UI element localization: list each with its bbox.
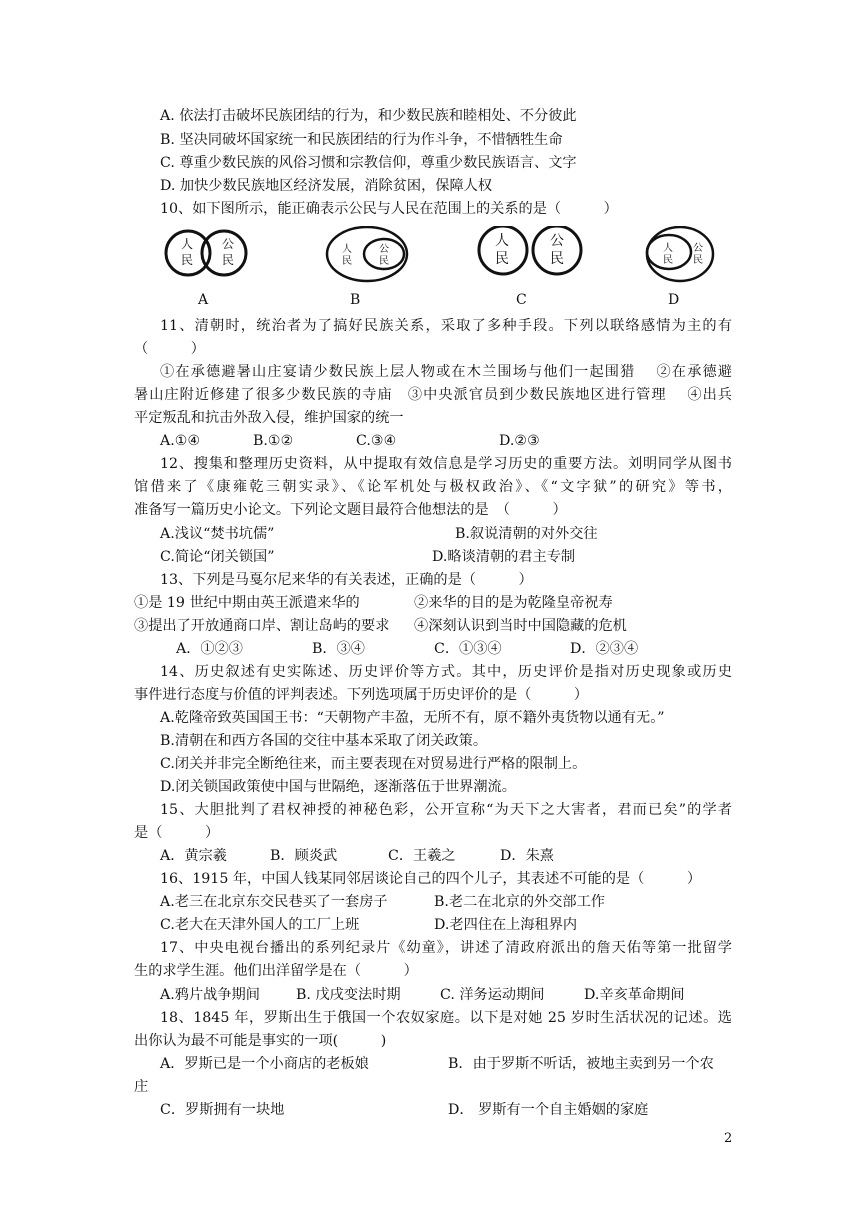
q11-option-a: A.①④ [160,433,201,449]
d-ren-top: 人 [663,243,673,254]
q12-line1: 12、搜集和整理历史资料，从中提取有效信息是学习历史的重要方法。刘明同学从图书 [160,456,732,472]
q11-line5: 平定叛乱和抗击外敌入侵，维护国家的统一 [134,410,404,426]
q12-line3: 准备写一篇历史小论文。下列论文题目最符合他想法的是 （ ） [134,502,567,518]
q13-stem: 13、下列是马戛尔尼来华的有关表述，正确的是（ ） [160,572,533,588]
q10-stem: 10、如下图所示，能正确表示公民与人民在范围上的关系的是（ ） [160,201,618,217]
d-gong-top: 公 [693,243,703,254]
q13-option-b: B．③④ [312,641,365,657]
q15-option-c: C．王羲之 [388,848,456,864]
q9-option-b: B. 坚决同破坏国家统一和民族团结的行为作斗争，不惜牺牲生命 [160,132,563,148]
q12-option-b: B.叙说清朝的对外交往 [455,526,598,542]
b-gong-bottom: 民 [379,256,389,267]
c-gong-bottom: 民 [550,251,564,267]
c-ren-top: 人 [495,233,509,249]
d-ren-bottom: 民 [663,255,673,266]
q18-line2: 出你认为最不可能是事实的一项( ) [134,1033,387,1049]
q12-option-c: C.简论“闭关锁国” [160,549,275,565]
diagram-label-d: D [668,292,680,308]
diagram-label-a: A [198,292,209,308]
a-ren-top: 人 [181,237,194,251]
diagram-label-b: B [350,292,361,308]
q15-option-d: D．朱熹 [500,848,554,864]
q11-line2: （ ） [134,341,205,357]
q15-line1: 15、大胆批判了君权神授的神秘色彩，公开宣称“为天下之大害者，君而已矣”的学者 [160,802,732,818]
diagram-d-nested [647,227,713,281]
q15-option-b: B．顾炎武 [270,848,338,864]
a-ren-bottom: 民 [181,253,194,267]
b-gong-top: 公 [379,244,389,255]
q17-line1: 17、中央电视台播出的系列纪录片《幼童》，讲述了清政府派出的詹天佑等第一批留学 [160,940,732,956]
q12-line2: 馆借来了《康雍乾三朝实录》、《论军机处与极权政治》、《“文字狱”的研究》等书， [134,479,732,495]
page-number: 2 [724,1131,733,1146]
q16-stem: 16、1915 年，中国人钱某同邻居谈论自己的四个儿子，其表述不可能的是（ ） [160,871,702,887]
q9-option-a: A. 依法打击破坏民族团结的行为，和少数民族和睦相处、不分彼此 [160,108,577,124]
q14-option-c: C.闭关并非完全断绝往来，而主要表现在对贸易进行严格的限制上。 [160,756,587,772]
q18-option-c: C．罗斯拥有一块地 [160,1102,285,1118]
diagram-label-c: C [516,292,527,308]
q14-line1: 14、历史叙述有史实陈述、历史评价等方式。其中，历史评价是指对历史现象或历史 [160,664,732,680]
q18-option-b-cont: 庄 [134,1079,149,1095]
q14-option-b: B.清朝在和西方各国的交往中基本采取了闭关政策。 [160,733,488,749]
q16-option-d: D.老四住在上海租界内 [434,917,578,933]
q15-option-a: A．黄宗羲 [160,848,227,864]
diagram-b-nested [327,227,407,281]
q12-option-a: A.浅议“焚书坑儒” [160,526,275,542]
q9-option-c: C. 尊重少数民族的风俗习惯和宗教信仰，尊重少数民族语言、文字 [160,155,577,171]
q14-option-d: D.闭关锁国政策使中国与世隔绝，逐渐落伍于世界潮流。 [160,779,516,795]
b-ren-top: 人 [342,244,352,255]
c-ren-bottom: 民 [495,251,509,267]
d-gong-bottom: 民 [693,255,703,266]
q11-line4: 暑山庄附近修建了很多少数民族的寺庙 ③中央派官员到少数民族地区进行管理 ④出兵 [134,387,732,403]
q13-statement-4: ④深刻认识到当时中国隐藏的危机 [414,618,627,634]
q13-option-d: D．②③④ [570,641,639,657]
q13-option-c: C．①③④ [434,641,502,657]
q13-option-a: A．①②③ [176,641,243,657]
c-gong-top: 公 [550,233,564,249]
q14-line2: 事件进行态度与价值的评判表述。下列选项属于历史评价的是（ ） [134,687,589,703]
q13-statement-3: ③提出了开放通商口岸、割让岛屿的要求 [134,618,390,634]
q9-option-d: D. 加快少数民族地区经济发展，消除贫困，保障人权 [160,178,493,194]
q11-option-d: D.②③ [499,433,540,449]
a-gong-bottom: 民 [222,253,235,267]
q11-line3: ①在承德避暑山庄宴请少数民族上层人物或在木兰围场与他们一起围猎 ②在承德避 [160,364,732,380]
q15-line2: 是（ ） [134,825,220,841]
q18-option-d: D． 罗斯有一个自主婚姻的家庭 [448,1102,649,1118]
q13-statement-2: ②来华的目的是为乾隆皇帝祝寿 [414,595,613,611]
b-ren-bottom: 民 [342,256,352,267]
q17-option-a: A.鸦片战争期间 [160,987,260,1003]
q16-option-a: A.老三在北京东交民巷买了一套房子 [160,894,388,910]
q10-diagrams [160,226,720,286]
q11-option-c: C.③④ [356,433,397,449]
q18-option-b: B．由于罗斯不听话，被地主卖到另一个农 [448,1056,714,1072]
q16-option-c: C.老大在天津外国人的工厂上班 [160,917,360,933]
q18-option-a: A．罗斯已是一个小商店的老板娘 [160,1056,369,1072]
q17-line2: 生的求学生涯。他们出洋留学是在（ ） [134,963,418,979]
q16-option-b: B.老二在北京的外交部工作 [434,894,605,910]
q11-option-b: B.①② [253,433,294,449]
q17-option-b: B. 戊戌变法时期 [296,987,401,1003]
q11-line1: 11、清朝时，统治者为了搞好民族关系，采取了多种手段。下列以联络感情为主的有 [160,318,732,334]
q14-option-a: A.乾隆帝致英国国王书：“天朝物产丰盈，无所不有，原不籍外夷货物以通有无。” [160,710,665,726]
q17-option-c: C. 洋务运动期间 [440,987,545,1003]
q13-statement-1: ①是 19 世纪中期由英王派遣来华的 [134,595,360,611]
a-gong-top: 公 [222,237,235,251]
q12-option-d: D.略谈清朝的君主专制 [432,549,576,565]
q17-option-d: D.辛亥革命期间 [584,987,685,1003]
q18-line1: 18、1845 年，罗斯出生于俄国一个农奴家庭。以下是对她 25 岁时生活状况的记述。选 [160,1010,732,1026]
